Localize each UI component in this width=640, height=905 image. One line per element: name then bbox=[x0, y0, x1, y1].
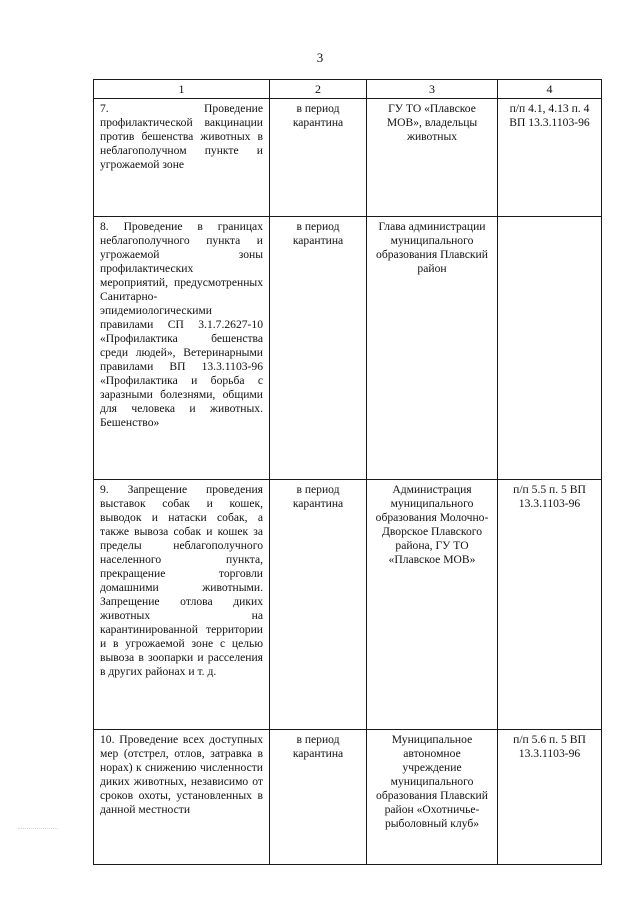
column-header-2: 2 bbox=[270, 80, 367, 99]
column-header-1: 1 bbox=[94, 80, 270, 99]
period-cell: в период карантина bbox=[270, 480, 367, 730]
scan-artifact bbox=[18, 828, 58, 841]
basis-cell: п/п 4.1, 4.13 п. 4 ВП 13.3.1103-96 bbox=[498, 99, 602, 217]
measures-table bbox=[93, 79, 602, 865]
responsible-cell: Муниципальное автономное учреждение муниципального образования Плавский район «Охотничье-рыболовный клуб» bbox=[367, 730, 498, 865]
period-cell: в период карантина bbox=[270, 99, 367, 217]
basis-cell bbox=[498, 217, 602, 480]
responsible-cell: Администрация муниципального образования Молочно-Дворское Плавского района, ГУ ТО «Плавское МОВ» bbox=[367, 480, 498, 730]
table-row bbox=[94, 730, 602, 865]
period-cell: в период карантина bbox=[270, 730, 367, 865]
column-header-4: 4 bbox=[498, 80, 602, 99]
measure-cell: 8. Проведение в границах неблагополучного пункта и угрожаемой зоны профилактических мероприятий, предусмотренных Санитарно-эпидемиологическими правилами СП 3.1.7.2627-10 «Профилактика бешенства среди людей», Ветеринарными правилами ВП 13.3.1103-96 «Профилактика и борьба с заразными болезнями, общими для человека и животных. Бешенство» bbox=[94, 217, 270, 480]
measure-cell: 9. Запрещение проведения выставок собак и кошек, выводок и натаски собак, а также вывоза собак и кошек за пределы неблагополучного населенного пункта, прекращение торговли домашними животными. Запрещение отлова диких животных на карантинированной территории и в угрожаемой зоне с целью вывоза в зоопарки и расселения в других районах и т. д. bbox=[94, 480, 270, 730]
responsible-cell: ГУ ТО «Плавское МОВ», владельцы животных bbox=[367, 99, 498, 217]
table-row bbox=[94, 99, 602, 217]
table-header-row bbox=[94, 80, 602, 99]
responsible-cell: Глава администрации муниципального образования Плавский район bbox=[367, 217, 498, 480]
measure-cell: 10. Проведение всех доступных мер (отстрел, отлов, затравка в норах) к снижению численности диких животных, независимо от сроков охоты, установленных в данной местности bbox=[94, 730, 270, 865]
basis-cell: п/п 5.5 п. 5 ВП 13.3.1103-96 bbox=[498, 480, 602, 730]
table-row bbox=[94, 217, 602, 480]
page-number: 3 bbox=[316, 50, 324, 65]
measure-cell: 7. Проведение профилактической вакцинации против бешенства животных в неблагополучном пункте и угрожаемой зоне bbox=[94, 99, 270, 217]
table-row bbox=[94, 480, 602, 730]
period-cell: в период карантина bbox=[270, 217, 367, 480]
column-header-3: 3 bbox=[367, 80, 498, 99]
basis-cell: п/п 5.6 п. 5 ВП 13.3.1103-96 bbox=[498, 730, 602, 865]
